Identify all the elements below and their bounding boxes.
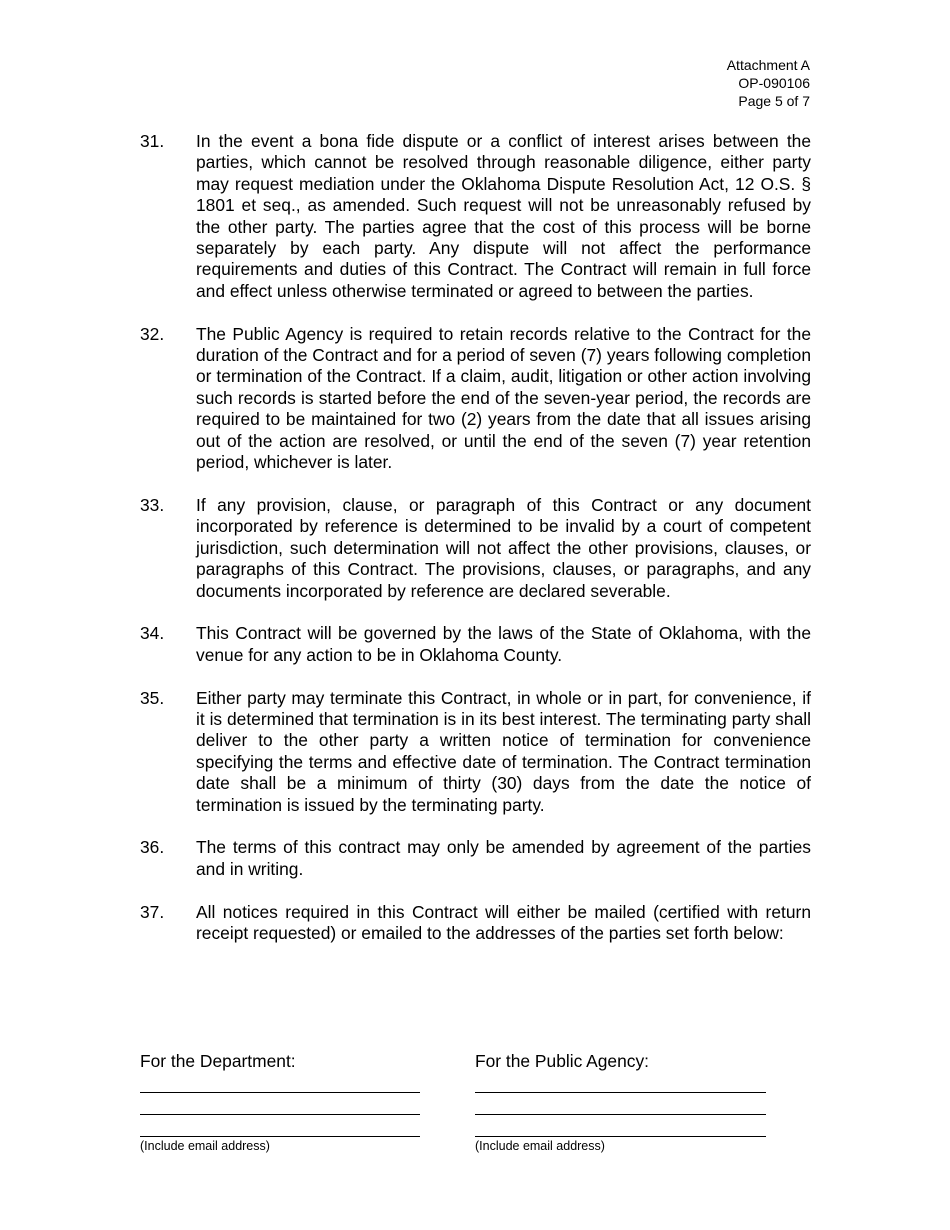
- clause-text: If any provision, clause, or paragraph of this Contract or any document incorporated by reference is determined to be invalid by a court of competent jurisdiction, such determination will not affect the other provisions, clauses, or paragraphs of this Contract. The provisions, clauses, or paragraphs, and any documents incorporated by reference are declared severable.: [196, 494, 811, 601]
- clause-list: [140, 131, 811, 966]
- clause-number: 36.: [140, 837, 165, 858]
- clause-text: The Public Agency is required to retain records relative to the Contract for the duration of the Contract and for a period of seven (7) years following completion or termination of the Contract. If a claim, audit, litigation or other action involving such records is started before the end of the seven-year period, the records are required to be maintained for two (2) years from the date that all issues arising out of the action are resolved, or until the end of the seven (7) year retention period, whichever is later.: [196, 323, 811, 473]
- signature-line: [475, 1136, 766, 1137]
- clause-35: [140, 688, 811, 816]
- document-code: OP-090106: [738, 75, 810, 91]
- department-label: For the Department:: [140, 1051, 296, 1071]
- signature-line: [140, 1114, 420, 1115]
- signature-line: [475, 1114, 766, 1115]
- page-header: [727, 56, 810, 110]
- clause-number: 32.: [140, 323, 165, 344]
- signature-line: [140, 1136, 420, 1137]
- clause-text: This Contract will be governed by the laws of the State of Oklahoma, with the venue for any action to be in Oklahoma County.: [196, 623, 811, 665]
- clause-text: In the event a bona fide dispute or a conflict of interest arises between the parties, which cannot be resolved through reasonable diligence, either party may request mediation under the Oklahoma Dispute Resolution Act, 12 O.S. § 1801 et seq., as amended. Such request will not be unreasonably refused by the other party. The parties agree that the cost of this process will be borne separately by each party. Any dispute will not affect the performance requirements and duties of this Contract. The Contract will remain in full force and effect unless otherwise terminated or agreed to between the parties.: [196, 131, 811, 301]
- clause-32: [140, 324, 811, 474]
- clause-text: The terms of this contract may only be amended by agreement of the parties and in writing.: [196, 837, 811, 879]
- agency-signature-block: [475, 1051, 766, 1153]
- email-note: (Include email address): [140, 1139, 270, 1153]
- clause-text: All notices required in this Contract will either be mailed (certified with return receipt requested) or emailed to the addresses of the parties set forth below:: [196, 901, 811, 943]
- clause-36: [140, 837, 811, 880]
- clause-number: 35.: [140, 687, 165, 708]
- clause-number: 33.: [140, 494, 165, 515]
- page-number: Page 5 of 7: [738, 93, 810, 109]
- department-signature-block: [140, 1051, 420, 1153]
- attachment-label: Attachment A: [726, 57, 810, 73]
- clause-number: 34.: [140, 623, 165, 644]
- clause-37: [140, 902, 811, 945]
- clause-number: 37.: [140, 901, 165, 922]
- clause-number: 31.: [140, 131, 165, 151]
- clause-text: Either party may terminate this Contract, in whole or in part, for convenience, if it is determined that termination is in its best interest. The terminating party shall deliver to the other party a written notice of termination for convenience specifying the terms and effective date of termination. The Contract termination date shall be a minimum of thirty (30) days from the date the notice of termination is issued by the terminating party.: [196, 687, 811, 815]
- clause-33: [140, 495, 811, 602]
- clause-34: [140, 623, 811, 666]
- signature-line: [140, 1092, 420, 1093]
- email-note: (Include email address): [475, 1139, 605, 1153]
- clause-31: [140, 131, 811, 302]
- signature-line: [475, 1092, 766, 1093]
- agency-label: For the Public Agency:: [475, 1051, 649, 1071]
